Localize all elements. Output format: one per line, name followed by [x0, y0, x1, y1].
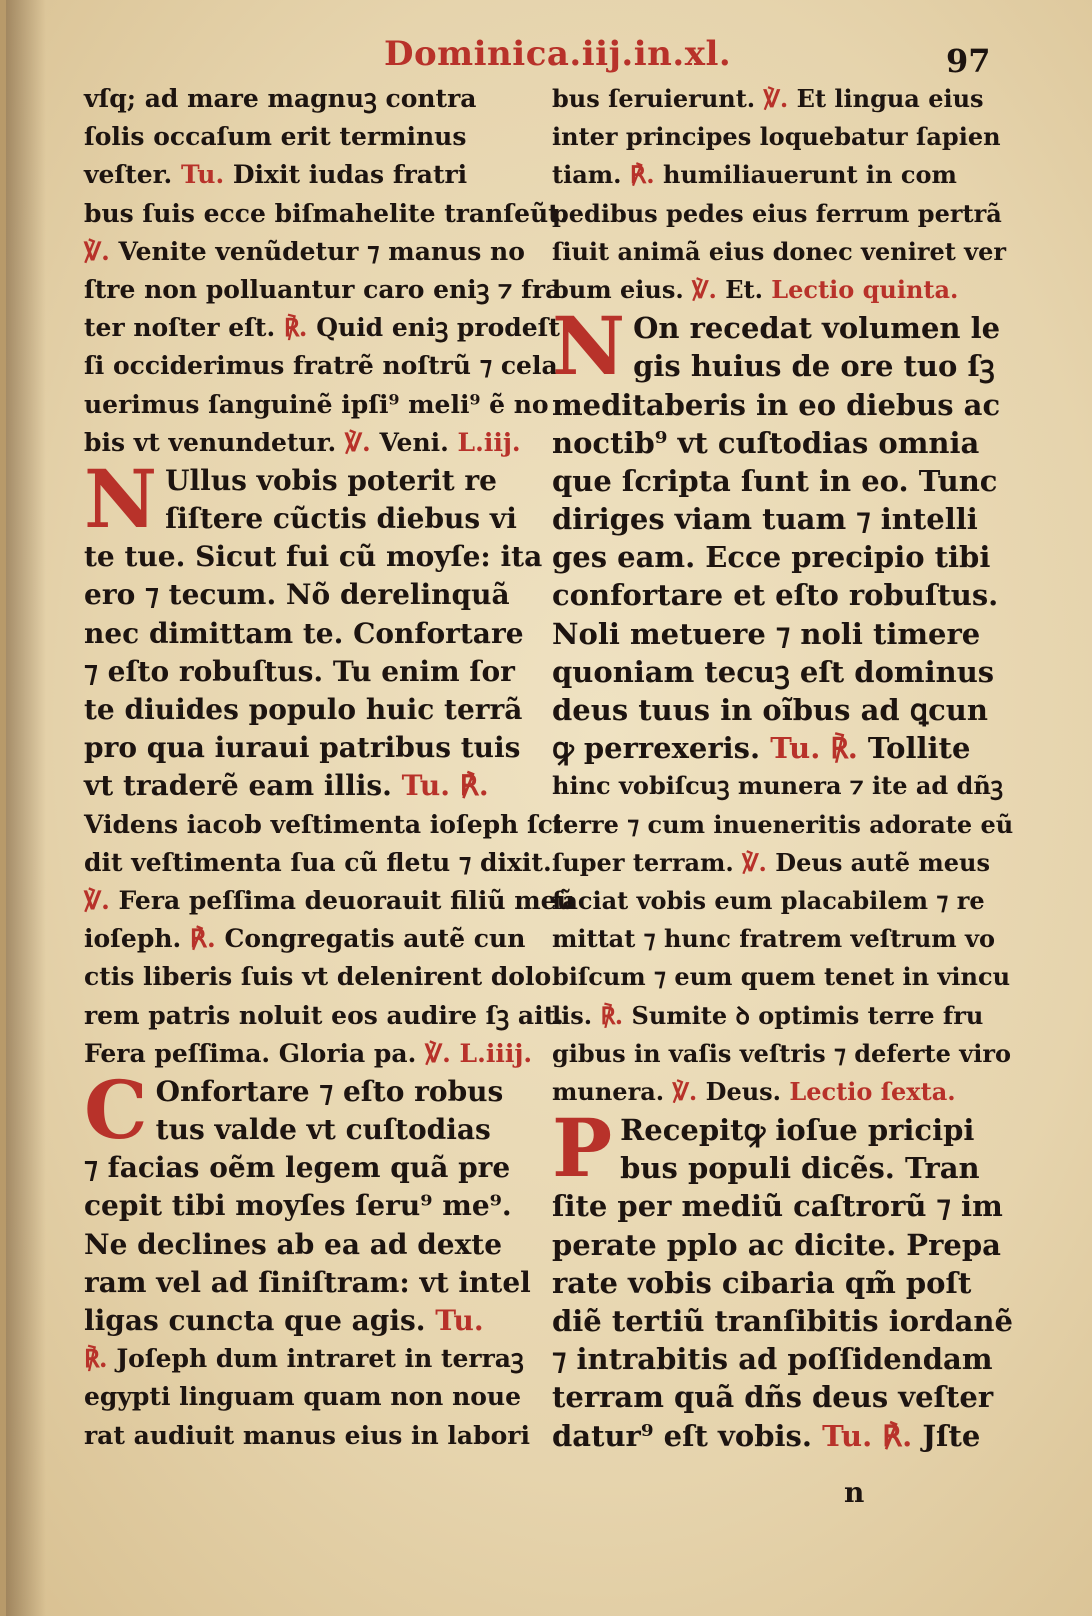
text-line [552, 195, 1002, 233]
text-run: Tollite [867, 731, 971, 766]
text-run: gibus in vaſis veſtris ⁊ deferte viro [552, 1038, 1011, 1068]
text-run: faciat vobis eum placabilem ⁊ re [552, 885, 985, 915]
drop-capital: P [552, 1101, 613, 1196]
text-line [84, 806, 563, 844]
text-run: rat audiuit manus eius in labori [84, 1420, 530, 1450]
text-run: Fera peſſima. Gloria pa. [84, 1038, 417, 1068]
text-run: confortare et eſto robuſtus. [552, 578, 999, 613]
text-line [84, 1149, 524, 1187]
text-run: terre ⁊ cum inueneritis adorate eũ [552, 809, 1014, 839]
text-line [552, 844, 992, 882]
text-line [552, 806, 1014, 844]
text-run: ſiuit animã eius donec veniret ver [552, 236, 1007, 266]
text-run: gis huius de ore tuo ſꝫ [633, 349, 995, 384]
text-line [552, 653, 995, 691]
text-run: Jſte [922, 1418, 981, 1453]
text-run: biſcum ⁊ eum quem tenet in vincu [552, 962, 1011, 992]
text-line [552, 424, 992, 462]
rubric-mark: ℣. [742, 847, 767, 877]
text-run: que ſcripta ſunt in eo. Tunc [552, 463, 998, 498]
drop-capital: N [84, 451, 158, 546]
text-line [84, 1226, 524, 1264]
rubric-mark: ℟. [600, 1000, 624, 1030]
text-line [84, 653, 524, 691]
text-run: diẽ tertiũ tranſibitis iordanẽ [552, 1304, 1013, 1338]
text-line [552, 1302, 1013, 1340]
text-line [84, 1111, 524, 1149]
text-line [84, 958, 552, 996]
text-line [552, 1149, 992, 1187]
text-run: te diuides populo huic terrã [84, 693, 523, 726]
text-run: ram vel ad ſiniſtram: vt intel [84, 1265, 531, 1299]
text-run: Videns iacob veſtimenta ioſeph ſci [84, 809, 563, 839]
text-run: ⁊ facias oẽm legem quã pre [84, 1151, 511, 1185]
text-run: perate pplo ac dicite. Prepa [552, 1227, 1001, 1262]
text-line [84, 195, 569, 233]
text-line [84, 347, 558, 385]
text-line [552, 1340, 992, 1378]
text-line [552, 233, 1007, 271]
text-line [84, 729, 524, 767]
rubric-mark: Tu. [401, 769, 451, 803]
rubric-mark: ℟. [283, 313, 308, 343]
text-run: dit veſtimenta ſua cũ fletu ⁊ dixit. [84, 847, 552, 877]
text-line [552, 691, 992, 729]
text-run: te tue. Sicut fui cũ moyſe: ita [84, 540, 543, 574]
text-line [552, 1378, 992, 1416]
rubric-mark: Lectio ſexta. [789, 1076, 956, 1106]
text-run: nec dimittam te. Confortare [84, 616, 524, 650]
rubric-mark: L.iiij. [459, 1038, 533, 1068]
rubric-mark: Tu. [180, 160, 225, 190]
text-run: inter principes loquebatur ſapien [552, 122, 1001, 152]
text-run: Joſeph dum intraret in terraꝫ [116, 1344, 524, 1374]
text-run: hinc vobiſcuꝫ munera ⁊ ite ad dñꝫ [552, 771, 1004, 801]
text-line [552, 156, 992, 194]
text-line [552, 80, 992, 118]
text-line [552, 1111, 992, 1149]
rubric-mark: Tu. [435, 1304, 484, 1337]
text-run: rem patris noluit eos audire ſꝫ ait. [84, 1000, 564, 1030]
rubric-mark: ℣. [672, 1076, 698, 1106]
text-run: datur⁹ eſt vobis. [552, 1418, 812, 1453]
text-run: ligas cuncta que agis. [84, 1304, 426, 1337]
text-line [84, 1378, 524, 1416]
text-line [552, 958, 1011, 996]
text-run: egypti linguam quam non noue [84, 1382, 521, 1412]
text-line [84, 997, 564, 1035]
text-line [84, 882, 575, 920]
text-line [84, 920, 524, 958]
text-line [552, 1264, 992, 1302]
text-line [84, 767, 524, 805]
text-line [552, 538, 992, 576]
book-page [6, 0, 1092, 1616]
rubric-mark: ℣. [84, 236, 110, 266]
text-run: Ne declines ab ea ad dexte [84, 1227, 503, 1261]
rubric-mark: ℣. [84, 885, 110, 915]
text-run: ⁊ eſto robuſtus. Tu enim ſor [84, 654, 515, 688]
text-line [84, 271, 562, 309]
rubric-mark: ℟. [189, 924, 216, 954]
text-run: cepit tibi moyſes ſeru⁹ me⁹. [84, 1189, 512, 1223]
text-run: lis. [552, 1000, 593, 1030]
text-line [84, 156, 524, 194]
text-run: Venite venũdetur ⁊ manus no [118, 236, 525, 266]
text-run: uerimus ſanguinẽ ipſi⁹ meli⁹ ẽ no [84, 389, 549, 419]
text-line [552, 882, 992, 920]
text-run: ſiſtere cũctis diebus vi [165, 502, 517, 536]
text-line [84, 538, 543, 576]
text-run: ero ⁊ tecum. Nõ derelinquã [84, 578, 510, 612]
text-run: bus populi dicẽs. Tran [620, 1151, 980, 1186]
text-run: bum eius. [552, 274, 684, 304]
rubric-mark: ℟. [882, 1418, 913, 1453]
text-line [84, 691, 524, 729]
text-run: bus ſeruierunt. [552, 84, 756, 113]
text-run: ctis liberis ſuis vt delenirent dolo [84, 962, 552, 992]
text-run: ſolis occaſum erit terminus [84, 122, 467, 152]
rubric-mark: Tu. [822, 1418, 873, 1453]
text-run: diriges viam tuam ⁊ intelli [552, 502, 978, 537]
rubric-mark: ℣. [344, 427, 371, 457]
text-run: rate vobis cibaria qm̃ poſt [552, 1265, 972, 1300]
rubric-mark: ℣. [763, 84, 789, 113]
text-run: ſtre non polluantur caro eniꝫ ⁊ fra [84, 274, 562, 304]
text-run: Quid eniꝫ prodeſt [316, 313, 560, 343]
text-run: ꝙ perrexeris. [552, 731, 761, 766]
text-run: Onfortare ⁊ eſto robus [155, 1074, 504, 1108]
text-line [552, 462, 998, 500]
rubric-mark: Tu. [770, 731, 821, 766]
text-line [84, 615, 524, 653]
rubric-mark: L.iij. [457, 427, 521, 457]
text-line [552, 576, 999, 614]
text-line [552, 1187, 1003, 1225]
folio-number: 97 [946, 42, 991, 80]
text-run: Et lingua eius [796, 84, 984, 113]
text-line [552, 767, 1004, 805]
text-line [552, 386, 1001, 424]
text-run: ⁊ intrabitis ad poſſidendam [552, 1342, 993, 1377]
text-run: Et. [725, 274, 763, 304]
text-run: ſuper terram. [552, 847, 734, 877]
text-line [552, 1417, 992, 1455]
text-run: Ullus vobis poterit re [165, 463, 497, 497]
text-run: Deus. [705, 1076, 782, 1106]
rubric-mark: ℟. [830, 731, 858, 766]
text-run: deus tuus in oĩbus ad ꝗcun [552, 693, 988, 727]
text-line [84, 1302, 524, 1340]
text-line [84, 424, 524, 462]
text-run: humiliauerunt in com [663, 160, 957, 190]
text-run: veſter. [84, 160, 173, 190]
text-line [552, 1035, 1011, 1073]
text-line [84, 1073, 524, 1111]
text-line [552, 729, 992, 767]
text-run: Veni. [379, 427, 449, 457]
text-run: terram quã dñs deus veſter [552, 1380, 994, 1415]
text-run: ſi occiderimus fratrẽ noſtrũ ⁊ cela [84, 351, 558, 381]
text-line [84, 1035, 533, 1073]
drop-capital: N [552, 299, 626, 394]
text-line [552, 118, 1001, 156]
left-column [84, 80, 575, 1480]
text-run: Fera peſſima deuorauit filiũ meũ [118, 885, 575, 915]
text-run: munera. [552, 1076, 665, 1106]
rubric-mark: ℟. [629, 160, 655, 190]
text-line [84, 309, 560, 347]
text-run: ioſeph. [84, 924, 182, 954]
text-run: Congregatis autẽ cun [224, 924, 526, 954]
text-line [84, 844, 552, 882]
text-run: Noli metuere ⁊ noli timere [552, 616, 981, 651]
text-run: bus ſuis ecce biſmahelite tranſeũt. [84, 198, 569, 228]
text-run: Recepitꝙ ioſue pricipi [620, 1113, 975, 1148]
text-line [552, 615, 992, 653]
text-run: On recedat volumen le [633, 311, 1001, 346]
rubric-mark: ℣. [692, 274, 717, 304]
rubric-mark: ℟. [84, 1344, 108, 1374]
text-run: vt traderẽ eam illis. [84, 769, 392, 803]
text-line [84, 233, 524, 271]
text-run: tiam. [552, 160, 622, 190]
text-run: pedibus pedes eius ferrum pertrã [552, 198, 1002, 228]
text-run: ges eam. Ecce precipio tibi [552, 540, 991, 575]
right-column [552, 80, 1014, 1480]
text-run: tus valde vt cuſtodias [155, 1113, 491, 1147]
signature-mark: n [844, 1476, 865, 1509]
text-run: quoniam tecuꝫ eſt dominus [552, 654, 995, 689]
text-line [552, 997, 992, 1035]
text-run: Sumite ꝺ optimis terre fru [631, 1000, 984, 1030]
rubric-mark: ℣. [425, 1038, 451, 1068]
text-run: vſq; ad mare magnuꝫ contra [84, 84, 477, 113]
text-line [552, 1073, 992, 1111]
page-gutter-shadow [6, 0, 46, 1616]
text-line [552, 920, 995, 958]
rubric-mark: ℟. [459, 769, 489, 803]
text-line [84, 576, 524, 614]
text-line [84, 1340, 524, 1378]
text-run: pro qua iuraui patribus tuis [84, 731, 521, 765]
running-header: Dominica.iij.in.xl. [384, 34, 732, 74]
text-run: Dixit iudas fratri [232, 160, 468, 190]
text-run: mittat ⁊ hunc fratrem veſtrum vo [552, 924, 995, 954]
text-line [84, 1417, 530, 1455]
text-line [84, 1264, 531, 1302]
text-line [84, 1187, 524, 1225]
rubric-mark: Lectio quinta. [771, 274, 959, 304]
drop-capital: C [84, 1062, 148, 1157]
text-run: meditaberis in eo diebus ac [552, 387, 1001, 422]
text-run: bis vt venundetur. [84, 427, 337, 457]
text-line [84, 80, 524, 118]
text-run: noctib⁹ vt cuſtodias omnia [552, 425, 980, 460]
text-line [552, 1226, 1001, 1264]
text-run: ſite per mediũ caſtrorũ ⁊ im [552, 1189, 1003, 1224]
text-line [84, 386, 549, 424]
text-line [552, 271, 992, 309]
text-line [552, 500, 992, 538]
text-run: ter noſter eſt. [84, 313, 276, 343]
text-line [84, 118, 524, 156]
text-run: Deus autẽ meus [775, 847, 991, 877]
